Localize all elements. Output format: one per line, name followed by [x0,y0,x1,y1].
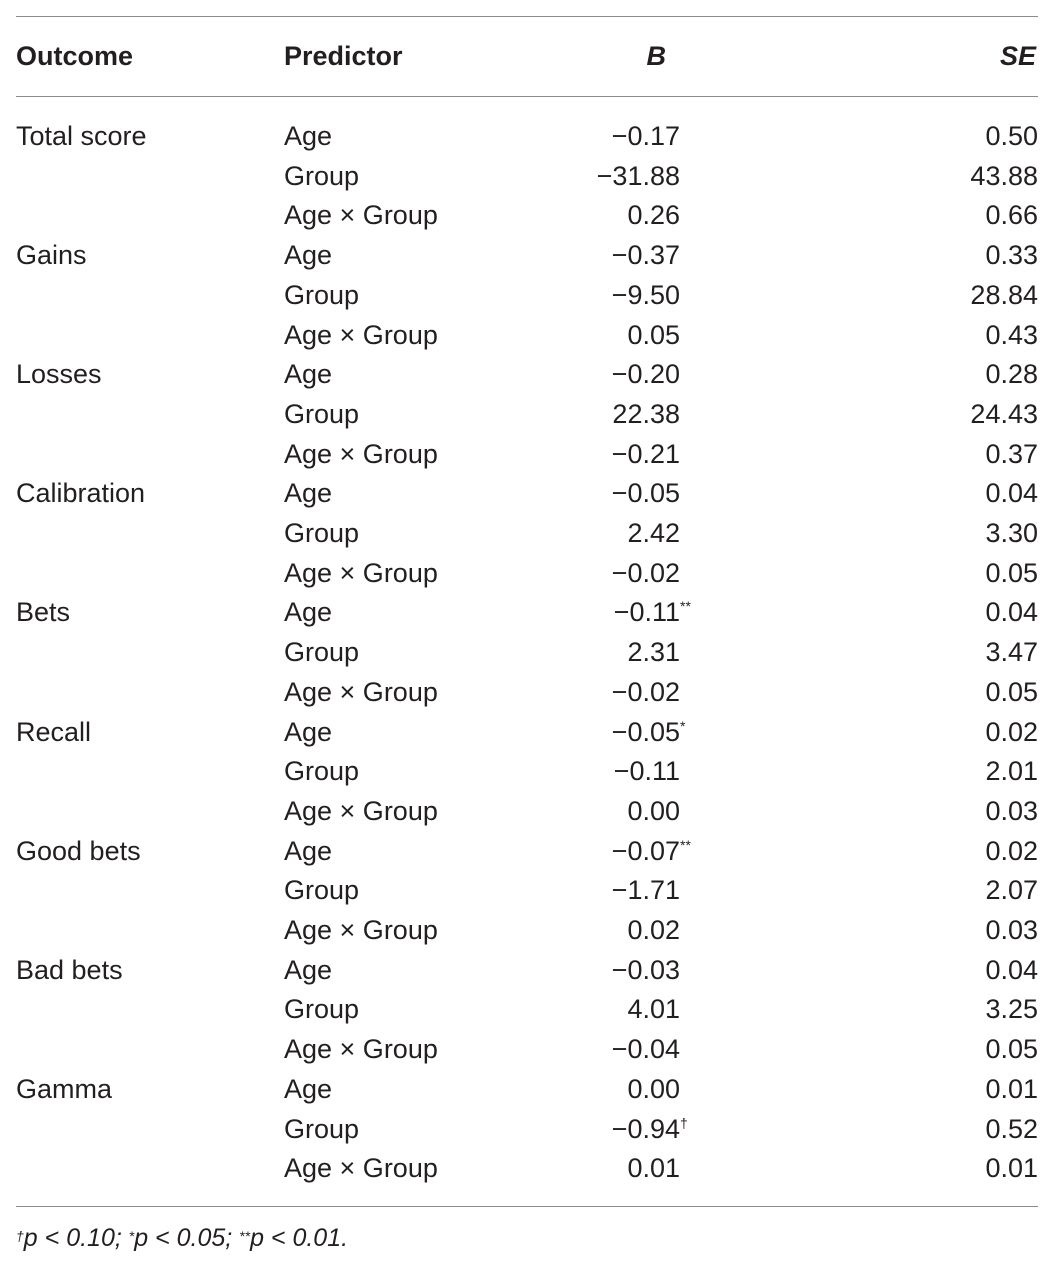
outcome-cell: Total score [16,121,147,151]
column-spacer [680,395,944,435]
se-cell: 0.02 [985,716,1038,747]
se-cell: 3.47 [985,637,1038,668]
b-cell [514,593,691,633]
outcome-cell [16,673,284,713]
outcome-cell [16,871,284,911]
outcome-cell [16,1149,284,1189]
predictor-cell: Group [284,398,360,429]
footnote-text: p < 0.01. [250,1224,349,1252]
table-row [16,1110,1038,1150]
predictor-cell: Age × Group [284,915,438,946]
column-spacer [680,1110,944,1150]
predictor-cell: Age × Group [284,319,438,350]
b-value: −0.02 [611,676,680,707]
table-row [16,355,1038,395]
b-value: 0.00 [627,1073,680,1104]
b-cell [514,633,680,673]
se-cell: 3.25 [985,994,1038,1025]
se-cell: 0.01 [985,1153,1038,1184]
column-spacer [680,911,944,951]
b-value: 4.01 [627,994,680,1025]
table-row [16,316,1038,356]
significance-marker: † [680,1114,688,1131]
outcome-cell [16,990,284,1030]
column-spacer [680,435,944,475]
b-value: −0.05 [611,478,680,509]
column-spacer [680,1070,944,1110]
table-row [16,1149,1038,1189]
b-cell [514,435,680,475]
outcome-cell [16,395,284,435]
column-spacer [680,951,944,991]
predictor-cell: Age × Group [284,676,438,707]
header-b: B [646,40,666,71]
b-value: −0.02 [611,557,680,588]
outcome-cell: Gains [16,240,87,271]
se-cell: 2.07 [985,875,1038,906]
b-cell [514,951,680,991]
header-outcome: Outcome [16,40,134,71]
b-cell [514,236,680,276]
outcome-cell [16,792,284,832]
table-row [16,871,1038,911]
column-spacer [680,832,944,872]
outcome-cell: Bad bets [16,954,123,985]
table-row [16,96,1038,157]
footnote-mark: ** [239,1228,251,1244]
b-value: −0.21 [611,438,680,469]
b-cell [514,990,680,1030]
outcome-cell [16,633,284,673]
table-row [16,395,1038,435]
column-spacer [680,673,944,713]
b-cell [514,752,680,792]
table-row [16,951,1038,991]
se-cell: 43.88 [970,160,1038,191]
footnote-text: p < 0.05; [134,1224,240,1252]
b-cell [514,792,680,832]
footnote-mark: † [16,1228,24,1244]
b-value: 2.42 [627,518,680,549]
predictor-cell: Age × Group [284,557,438,588]
column-spacer [680,990,944,1030]
table-row [16,236,1038,276]
column-spacer [680,316,944,356]
table-row [16,554,1038,594]
b-cell [514,1070,680,1110]
predictor-cell: Group [284,160,360,191]
b-value: −0.05 [611,716,680,747]
column-spacer [680,157,944,197]
b-value: −9.50 [611,279,680,310]
outcome-cell: Good bets [16,835,141,866]
predictor-cell: Group [284,994,360,1025]
b-cell [514,276,680,316]
column-spacer [680,633,944,673]
se-cell: 0.05 [985,1034,1038,1065]
significance-marker: * [680,717,686,734]
outcome-cell [16,1110,284,1150]
b-cell [514,96,680,157]
se-cell: 0.04 [985,954,1038,985]
table-row [16,474,1038,514]
outcome-cell: Losses [16,359,102,390]
predictor-cell: Age × Group [284,795,438,826]
outcome-cell [16,514,284,554]
b-value: −0.17 [611,121,680,151]
outcome-cell [16,316,284,356]
se-cell: 28.84 [970,279,1038,310]
predictor-cell: Group [284,875,360,906]
b-value: −31.88 [596,160,680,191]
column-spacer [680,355,944,395]
b-cell [514,514,680,554]
column-spacer [680,96,944,157]
table-row [16,832,1038,872]
b-cell [514,355,680,395]
se-cell: 0.02 [985,835,1038,866]
footnote-mark: * [128,1228,135,1244]
b-value: −0.07 [611,835,680,866]
regression-table [16,17,1038,1189]
se-cell: 0.01 [985,1073,1038,1104]
se-cell: 0.05 [985,676,1038,707]
column-spacer [680,474,944,514]
table-bottom-rule [16,1206,1038,1207]
table-row [16,593,1038,633]
table-row [16,990,1038,1030]
table-row [16,633,1038,673]
b-cell [514,673,680,713]
predictor-cell: Group [284,279,360,310]
se-cell: 24.43 [970,398,1038,429]
predictor-cell: Age [284,240,333,271]
outcome-cell [16,1030,284,1070]
predictor-cell: Group [284,518,360,549]
b-value: −1.71 [611,875,680,906]
b-value: 0.02 [627,915,680,946]
b-cell [514,1030,680,1070]
se-cell: 2.01 [985,756,1038,787]
table-body [16,96,1038,1189]
column-spacer [680,1030,944,1070]
se-cell: 0.33 [985,240,1038,271]
table-row [16,1070,1038,1110]
se-cell: 0.43 [985,319,1038,350]
column-spacer [680,593,944,633]
se-cell: 0.52 [985,1113,1038,1144]
table-row [16,713,1038,753]
outcome-cell: Bets [16,597,71,628]
outcome-cell [16,157,284,197]
se-cell: 0.28 [985,359,1038,390]
predictor-cell: Age [284,954,333,985]
column-spacer [680,514,944,554]
column-spacer [680,1149,944,1189]
predictor-cell: Age [284,1073,333,1104]
table-footnote [16,1222,348,1254]
header-se: SE [999,40,1036,71]
predictor-cell: Age [284,716,333,747]
b-cell [514,713,686,753]
outcome-cell [16,276,284,316]
predictor-cell: Age × Group [284,1153,438,1184]
b-value: 22.38 [612,398,680,429]
table-row [16,911,1038,951]
se-cell: 0.05 [985,557,1038,588]
table-row [16,752,1038,792]
header-row [16,17,1038,96]
b-cell [514,1149,680,1189]
se-cell: 3.30 [985,518,1038,549]
b-value: −0.11 [613,597,680,628]
b-cell [514,395,680,435]
significance-marker: ** [680,836,691,853]
outcome-cell [16,435,284,475]
predictor-cell: Age [284,478,333,509]
outcome-cell [16,554,284,594]
b-cell [514,832,691,872]
b-cell [514,911,680,951]
predictor-cell: Age × Group [284,438,438,469]
se-cell: 0.50 [985,121,1038,151]
b-cell [514,316,680,356]
b-cell [514,554,680,594]
table-row [16,157,1038,197]
predictor-cell: Group [284,756,360,787]
se-cell: 0.03 [985,795,1038,826]
predictor-cell: Age [284,121,333,151]
b-value: 0.01 [627,1153,680,1184]
b-cell [514,157,680,197]
footnote-text: p < 0.10; [23,1224,129,1252]
outcome-cell [16,196,284,236]
se-cell: 0.04 [985,597,1038,628]
significance-marker: ** [680,598,691,615]
se-cell: 0.37 [985,438,1038,469]
column-spacer [680,236,944,276]
outcome-cell: Calibration [16,478,146,509]
b-value: 0.05 [627,319,680,350]
table-row [16,673,1038,713]
outcome-cell [16,911,284,951]
table-row [16,514,1038,554]
table-row [16,435,1038,475]
predictor-cell: Group [284,1113,360,1144]
b-value: 2.31 [627,637,680,668]
header-spacer [680,17,944,96]
outcome-cell: Recall [16,716,92,747]
b-value: −0.03 [611,954,680,985]
column-spacer [680,196,944,236]
predictor-cell: Age [284,359,333,390]
predictor-cell: Group [284,637,360,668]
b-value: −0.94 [611,1113,680,1144]
outcome-cell: Gamma [16,1073,113,1104]
b-cell [514,1110,688,1150]
se-cell: 0.66 [985,200,1038,231]
table-row [16,196,1038,236]
table-row [16,276,1038,316]
predictor-cell: Age × Group [284,200,438,231]
column-spacer [680,871,944,911]
column-spacer [680,554,944,594]
se-cell: 0.04 [985,478,1038,509]
column-spacer [680,792,944,832]
b-value: −0.37 [611,240,680,271]
b-value: 0.00 [627,795,680,826]
table-row [16,1030,1038,1070]
predictor-cell: Age [284,597,333,628]
table-row [16,792,1038,832]
b-value: 0.26 [627,200,680,231]
column-spacer [680,713,944,753]
predictor-cell: Age [284,835,333,866]
b-value: −0.11 [613,756,680,787]
column-spacer [680,276,944,316]
b-value: −0.20 [611,359,680,390]
outcome-cell [16,752,284,792]
predictor-cell: Age × Group [284,1034,438,1065]
header-predictor: Predictor [284,40,403,71]
b-cell [514,196,680,236]
b-cell [514,871,680,911]
b-value: −0.04 [611,1034,680,1065]
column-spacer [680,752,944,792]
b-cell [514,474,680,514]
se-cell: 0.03 [985,915,1038,946]
